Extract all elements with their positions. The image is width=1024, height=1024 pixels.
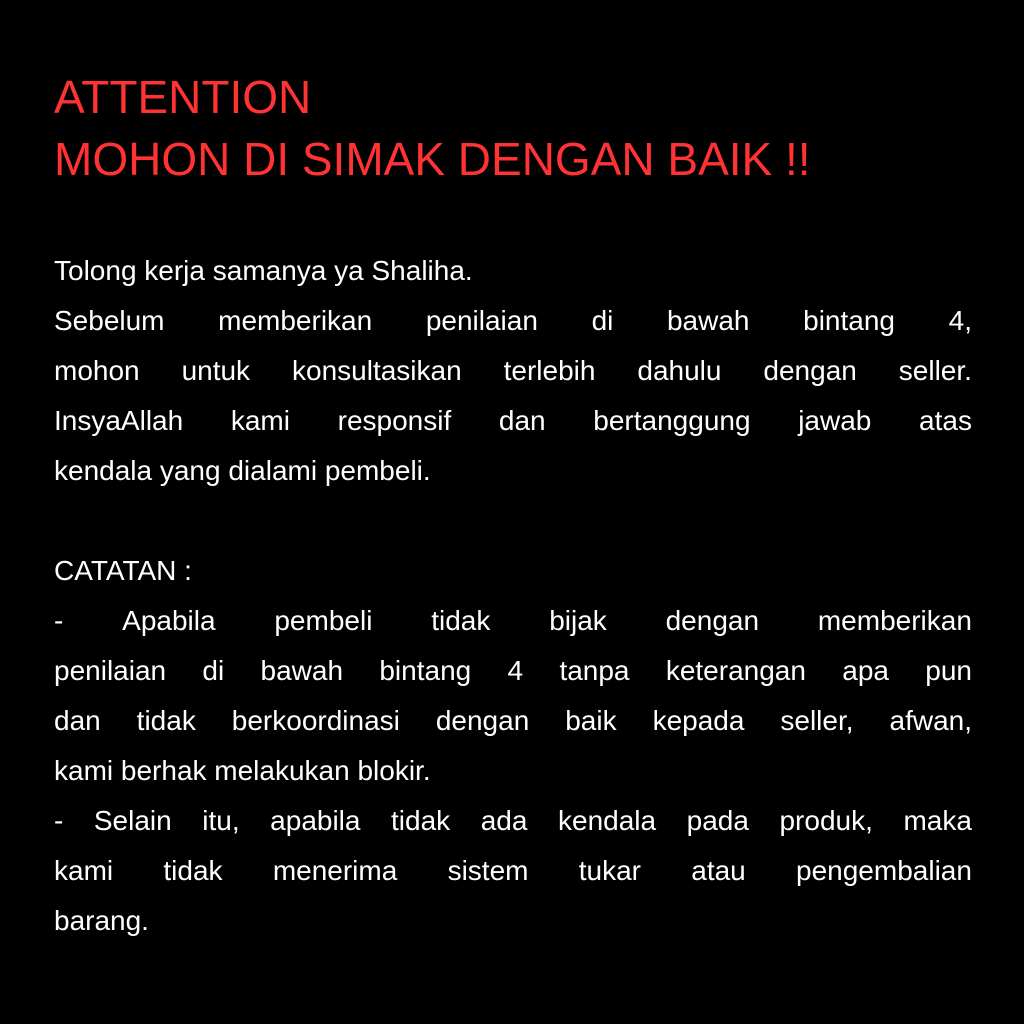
word: seller. <box>898 355 972 386</box>
word: pengembalian <box>796 855 972 886</box>
word: sistem <box>447 855 529 886</box>
word: 4, <box>948 305 972 336</box>
word: atas <box>919 405 972 436</box>
word: kepada <box>652 705 745 736</box>
word: - <box>54 605 64 636</box>
heading-line-instruction: MOHON DI SIMAK DENGAN BAIK !! <box>54 133 811 185</box>
word: dan <box>54 705 101 736</box>
word: di <box>202 655 225 686</box>
word: dengan <box>763 355 857 386</box>
word: afwan, <box>889 705 972 736</box>
word: terlebih <box>503 355 596 386</box>
word: mohon <box>54 355 140 386</box>
note-item-1-line <box>54 646 972 696</box>
word: kami <box>230 405 290 436</box>
intro-paragraph <box>54 296 972 446</box>
word: bintang <box>379 655 472 686</box>
intro-last-line: kendala yang dialami pembeli. <box>54 455 431 486</box>
note-item-1-line <box>54 596 972 646</box>
word: kami <box>54 855 114 886</box>
word: pembeli <box>274 605 373 636</box>
note-item-1-last-line: kami berhak melakukan blokir. <box>54 755 431 786</box>
word: bertanggung <box>593 405 751 436</box>
word: 4 <box>507 655 524 686</box>
word: keterangan <box>665 655 806 686</box>
word: - <box>54 805 64 836</box>
word: penilaian <box>425 305 538 336</box>
heading-line-attention: ATTENTION <box>54 71 312 123</box>
intro-line: Tolong kerja samanya ya Shaliha. <box>54 255 473 286</box>
word: pada <box>686 805 749 836</box>
note-item-1-line <box>54 696 972 746</box>
word: tidak <box>136 705 196 736</box>
word: penilaian <box>54 655 167 686</box>
intro-line <box>54 346 972 396</box>
word: Apabila <box>122 605 216 636</box>
note-item-2-last-line: barang. <box>54 905 149 936</box>
paragraph-gap <box>54 496 972 546</box>
word: apabila <box>270 805 361 836</box>
word: tidak <box>431 605 491 636</box>
intro-line <box>54 396 972 446</box>
note-item-2 <box>54 796 972 896</box>
word: InsyaAllah <box>54 405 184 436</box>
word: dahulu <box>637 355 722 386</box>
word: pun <box>925 655 972 686</box>
notice-body <box>54 246 972 946</box>
word: berkoordinasi <box>231 705 400 736</box>
word: tukar <box>578 855 641 886</box>
notice-heading <box>54 66 974 190</box>
word: Selain <box>93 805 172 836</box>
word: untuk <box>181 355 251 386</box>
word: konsultasikan <box>292 355 462 386</box>
word: di <box>591 305 614 336</box>
word: ada <box>480 805 528 836</box>
word: bintang <box>803 305 895 336</box>
notes-title: CATATAN : <box>54 555 192 586</box>
word: baik <box>565 705 617 736</box>
note-item-1 <box>54 596 972 746</box>
word: bijak <box>549 605 607 636</box>
intro-line <box>54 296 972 346</box>
word: apa <box>842 655 889 686</box>
word: jawab <box>798 405 872 436</box>
word: bawah <box>666 305 750 336</box>
word: kendala <box>558 805 657 836</box>
word: tanpa <box>559 655 630 686</box>
word: maka <box>903 805 972 836</box>
word: tidak <box>391 805 451 836</box>
word: tidak <box>163 855 223 886</box>
word: atau <box>691 855 746 886</box>
word: bawah <box>260 655 344 686</box>
word: dan <box>498 405 546 436</box>
note-item-2-line <box>54 796 972 846</box>
word: dengan <box>435 705 530 736</box>
word: Sebelum <box>54 305 165 336</box>
word: menerima <box>272 855 398 886</box>
word: responsif <box>337 405 452 436</box>
word: memberikan <box>817 605 972 636</box>
word: seller, <box>780 705 854 736</box>
word: itu, <box>202 805 240 836</box>
word: produk, <box>779 805 873 836</box>
note-item-2-line <box>54 846 972 896</box>
word: dengan <box>665 605 760 636</box>
word: memberikan <box>218 305 373 336</box>
